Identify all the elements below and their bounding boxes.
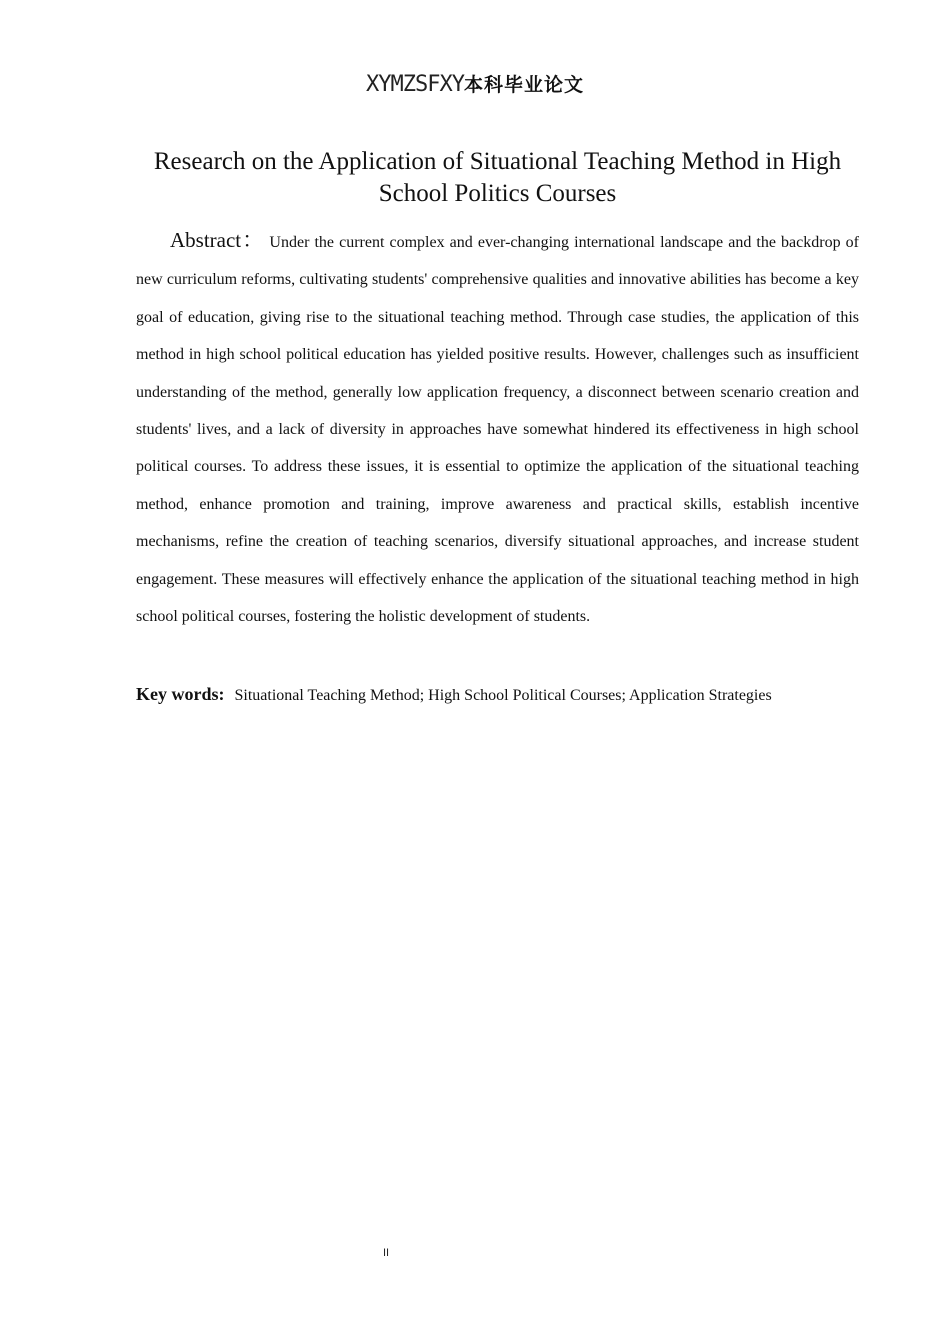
- page-header: [0, 70, 950, 97]
- keywords-line: [136, 682, 859, 708]
- abstract-text: Under the current complex and ever-changing international landscape and the backdrop of new curriculum reforms, cultivating students' comprehensive qualities and innovative abilities has become a key goal of education, giving rise to the situational teaching method. Through case studies, the application of this method in high school political education has yielded positive results. However, challenges such as insufficient understanding of the method, generally low application frequency, a disconnect between scenario creation and students' lives, and a lack of diversity in approaches have somewhat hindered its effectiveness in high school political courses. To address these issues, it is essential to optimize the application of the situational teaching method, enhance promotion and training, improve awareness and practical skills, establish incentive mechanisms, refine the creation of teaching scenarios, diversify situational approaches, and increase student engagement. These measures will effectively enhance the application of the situational teaching method in high school political courses, fostering the holistic development of students.: [136, 234, 859, 626]
- abstract-label: Abstract：: [170, 228, 265, 252]
- abstract-paragraph: [136, 222, 859, 635]
- keywords-text: Situational Teaching Method; High School Political Courses; Application Strategies: [234, 687, 772, 704]
- header-subtitle: 本科毕业论文: [463, 74, 584, 96]
- keywords-label: Key words:: [136, 684, 225, 704]
- page-number: II: [382, 1247, 390, 1259]
- header-code: XYMZSFXY: [366, 72, 464, 97]
- thesis-title: Research on the Application of Situational Teaching Method in High School Politics Courses: [153, 148, 842, 207]
